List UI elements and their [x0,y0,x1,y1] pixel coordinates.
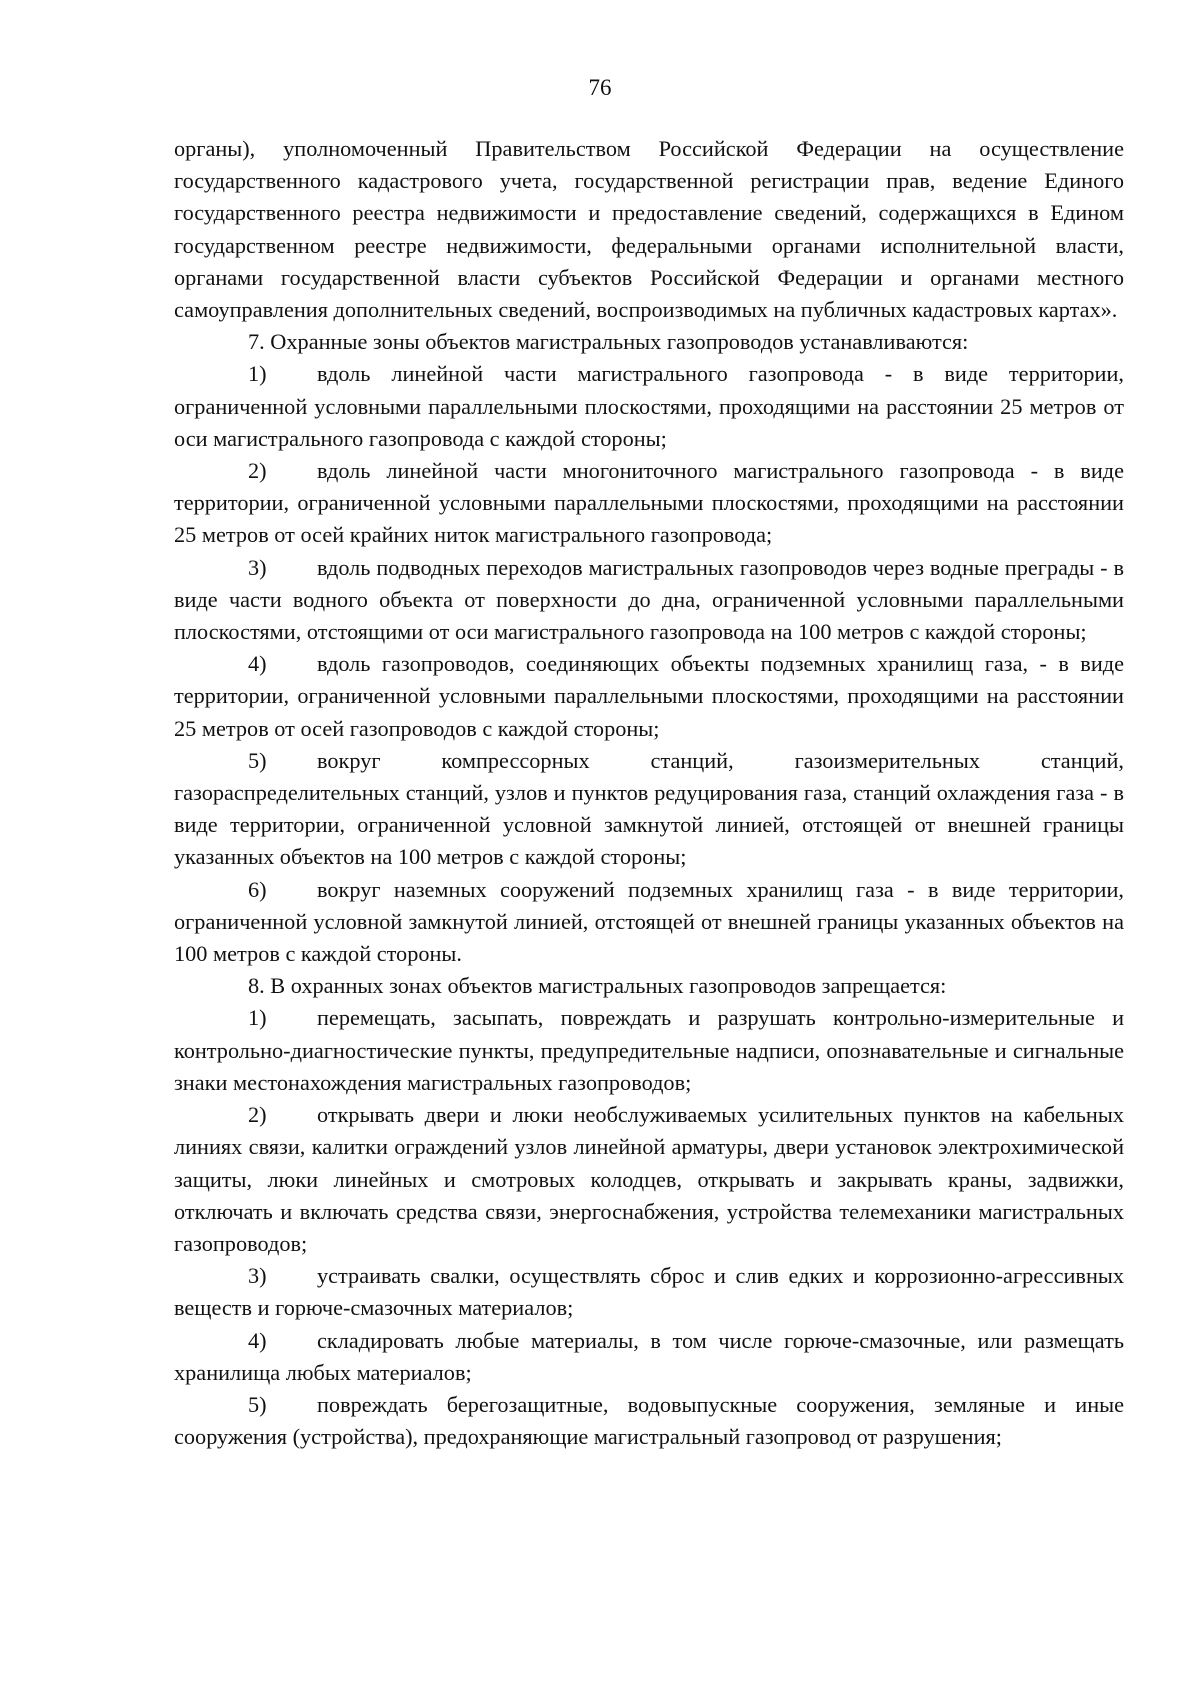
list-item-8-3: 3) устраивать свалки, осуществлять сброс и слив едких и коррозионно-агрессивных веществ и горюче-смазочных материалов; [174,1263,1124,1321]
list-item-8-2: 2) открывать двери и люки необслуживаемых усилительных пунктов на кабельных линиях связи, калитки ограждений узлов линейной арматуры, двери установок электрохимической защиты, люки линейных и смотровых колодцев, открывать и закрывать краны, задвижки, отключать и включать средства связи, энергоснабжения, устройства телемеханики магистральных газопроводов; [174,1102,1124,1256]
list-item-8-4: 4) складировать любые материалы, в том числе горюче-смазочные, или размещать хранилища любых материалов; [174,1327,1124,1385]
paragraph-8: 8. В охранных зонах объектов магистральных газопроводов запрещается: [248,973,947,999]
paragraph-1: 7. Охранные зоны объектов магистральных газопроводов устанавливаются: [248,329,969,355]
list-item-8-1: 1) перемещать, засыпать, повреждать и разрушать контрольно-измерительные и контрольно-диагностические пункты, предупредительные надписи, опознавательные и сигнальные знаки местонахождения магистральных газопроводов; [174,1005,1124,1095]
list-item-7-6: 6) вокруг наземных сооружений подземных хранилищ газа - в виде территории, ограниченной условной замкнутой линией, отстоящей от внешней границы указанных объектов на 100 метров с каждой стороны. [174,876,1124,967]
page-number: 76 [588,75,612,100]
document-body [174,133,1124,1453]
list-item-7-3: 3) вдоль подводных переходов магистральных газопроводов через водные преграды - в виде части водного объекта от поверхности до дна, ограниченной условными параллельными плоскостями, отстоящими от оси магистрального газопровода на 100 метров с каждой стороны; [174,554,1124,645]
paragraph-0: органы), уполномоченный Правительством Российской Федерации на осуществление государственного кадастрового учета, государственной регистрации прав, ведение Единого государственного реестра недвижимости и предоставление сведений, содержащихся в Едином государственном реестре недвижимости, федеральными органами исполнительной власти, органами государственной власти субъектов Российской Федерации и органами местного самоуправления дополнительных сведений, воспроизводимых на публичных кадастровых картах». [174,136,1124,323]
list-item-7-1: 1) вдоль линейной части магистрального газопровода - в виде территории, ограниченной условными параллельными плоскостями, проходящими на расстоянии 25 метров от оси магистрального газопровода с каждой стороны; [174,361,1124,451]
list-item-7-4: 4) вдоль газопроводов, соединяющих объекты подземных хранилищ газа, - в виде территории, ограниченной условными параллельными плоскостями, проходящими на расстоянии 25 метров от осей газопроводов с каждой стороны; [174,651,1124,741]
list-item-8-5: 5) повреждать берегозащитные, водовыпускные сооружения, земляные и иные сооружения (устройства), предохраняющие магистральный газопровод от разрушения; [174,1391,1124,1450]
list-item-7-2: 2) вдоль линейной части многониточного магистрального газопровода - в виде территории, ограниченной условными параллельными плоскостями, проходящими на расстоянии 25 метров от осей крайних ниток магистрального газопровода; [174,458,1124,548]
list-item-7-5: 5) вокруг компрессорных станций, газоизмерительных станций, газораспределительных станций, узлов и пунктов редуцирования газа, станций охлаждения газа - в виде территории, ограниченной условной замкнутой линией, отстоящей от внешней границы указанных объектов на 100 метров с каждой стороны; [174,747,1124,870]
